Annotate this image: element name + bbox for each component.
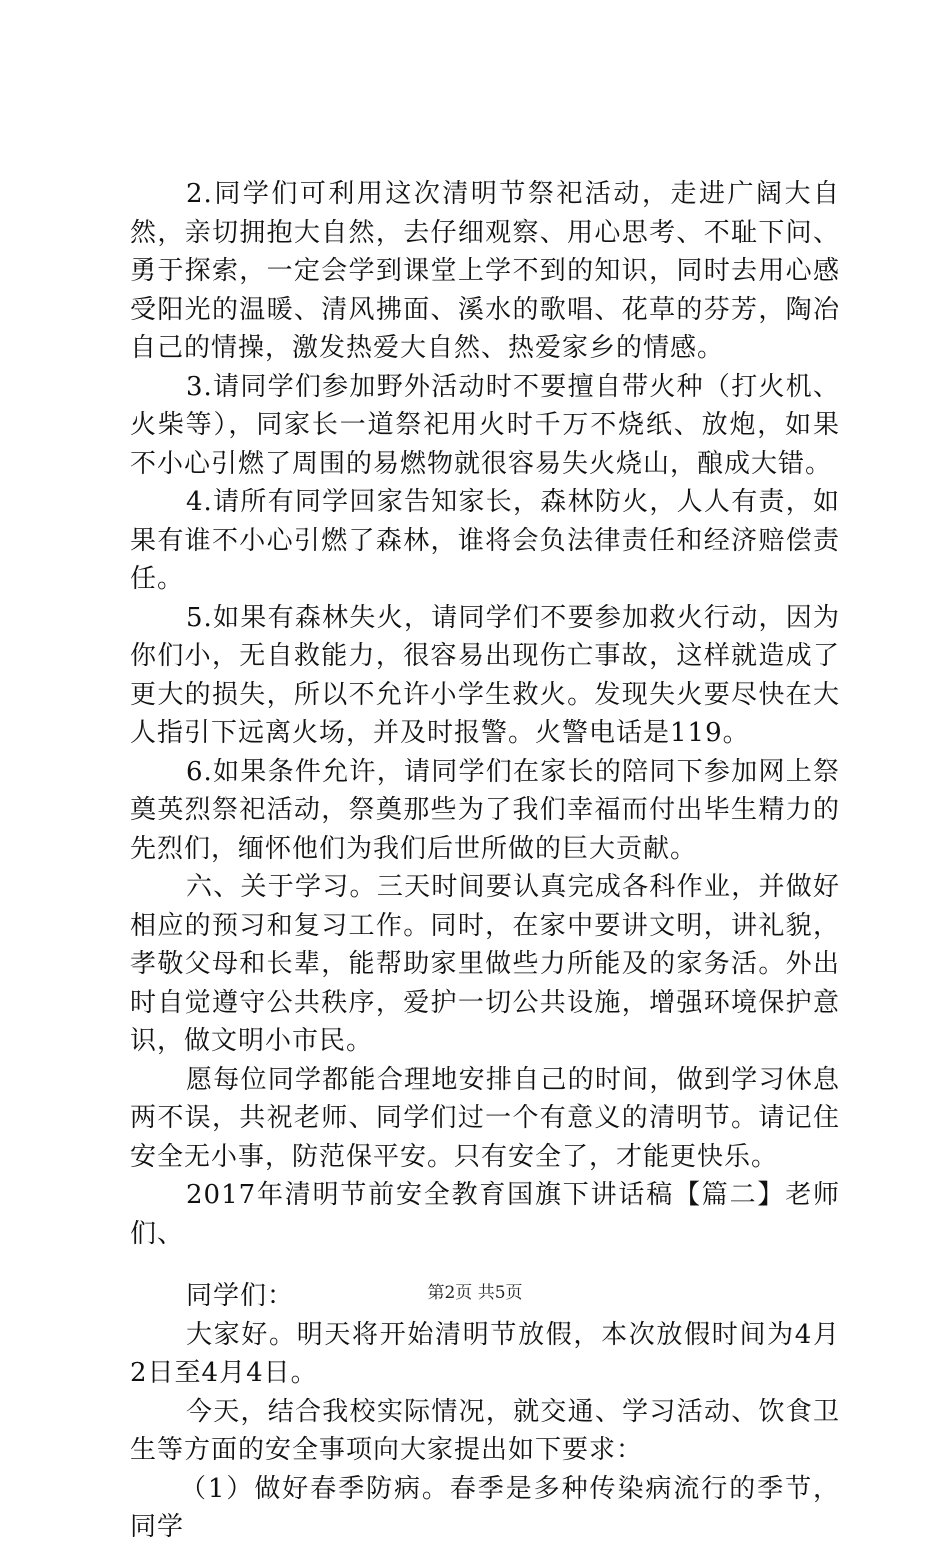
paragraph-wishes: 愿每位同学都能合理地安排自己的时间，做到学习休息两不误，共祝老师、同学们过一个有意义的清明节。请记住安全无小事，防范保平安。只有安全了，才能更快乐。 xyxy=(130,1064,840,1172)
paragraph-item-4: 4.请所有同学回家告知家长，森林防火，人人有责，如果有谁不小心引燃了森林，谁将会负法律责任和经济赔偿责任。 xyxy=(130,487,840,594)
paragraph-holiday: 大家好。明天将开始清明节放假，本次放假时间为4月2日至4月4日。 xyxy=(130,1319,840,1388)
paragraph-item-6: 6.如果条件允许，请同学们在家长的陪同下参加网上祭奠英烈祭祀活动，祭奠那些为了我们幸福而付出毕生精力的先烈们，缅怀他们为我们后世所做的巨大贡献。 xyxy=(130,756,840,864)
section-heading: 2017年清明节前安全教育国旗下讲话稿【篇二】老师们、 xyxy=(130,1180,840,1249)
paragraph-requirements: 今天，结合我校实际情况，就交通、学习活动、饮食卫生等方面的安全事项向大家提出如下要求： xyxy=(130,1396,840,1465)
paragraph-item-5: 5.如果有森林失火，请同学们不要参加救火行动，因为你们小，无自救能力，很容易出现伤亡事故，这样就造成了更大的损失，所以不允许小学生救火。发现失火要尽快在大人指引下远离火场，并及时报警。火警电话是119。 xyxy=(130,602,840,748)
paragraph-disease-prevention: （1）做好春季防病。春季是多种传染病流行的季节，同学 xyxy=(130,1473,840,1542)
document-body xyxy=(130,175,840,1547)
page-number-footer: 第2页 共5页 xyxy=(427,1283,523,1303)
paragraph-item-3: 3.请同学们参加野外活动时不要擅自带火种（打火机、火柴等），同家长一道祭祀用火时千万不烧纸、放炮，如果不小心引燃了周围的易燃物就很容易失火烧山，酿成大错。 xyxy=(130,371,840,479)
salutation: 同学们： xyxy=(186,1281,295,1311)
paragraph-study: 六、关于学习。三天时间要认真完成各科作业，并做好相应的预习和复习工作。同时，在家中要讲文明，讲礼貌，孝敬父母和长辈，能帮助家里做些力所能及的家务活。外出时自觉遵守公共秩序，爱护一切公共设施，增强环境保护意识，做文明小市民。 xyxy=(130,872,840,1056)
paragraph-item-2: 2.同学们可利用这次清明节祭祀活动，走进广阔大自然，亲切拥抱大自然，去仔细观察、用心思考、不耻下问、勇于探索，一定会学到课堂上学不到的知识，同时去用心感受阳光的温暖、清风拂面、溪水的歌唱、花草的芬芳，陶冶自己的情操，激发热爱大自然、热爱家乡的情感。 xyxy=(130,179,840,363)
